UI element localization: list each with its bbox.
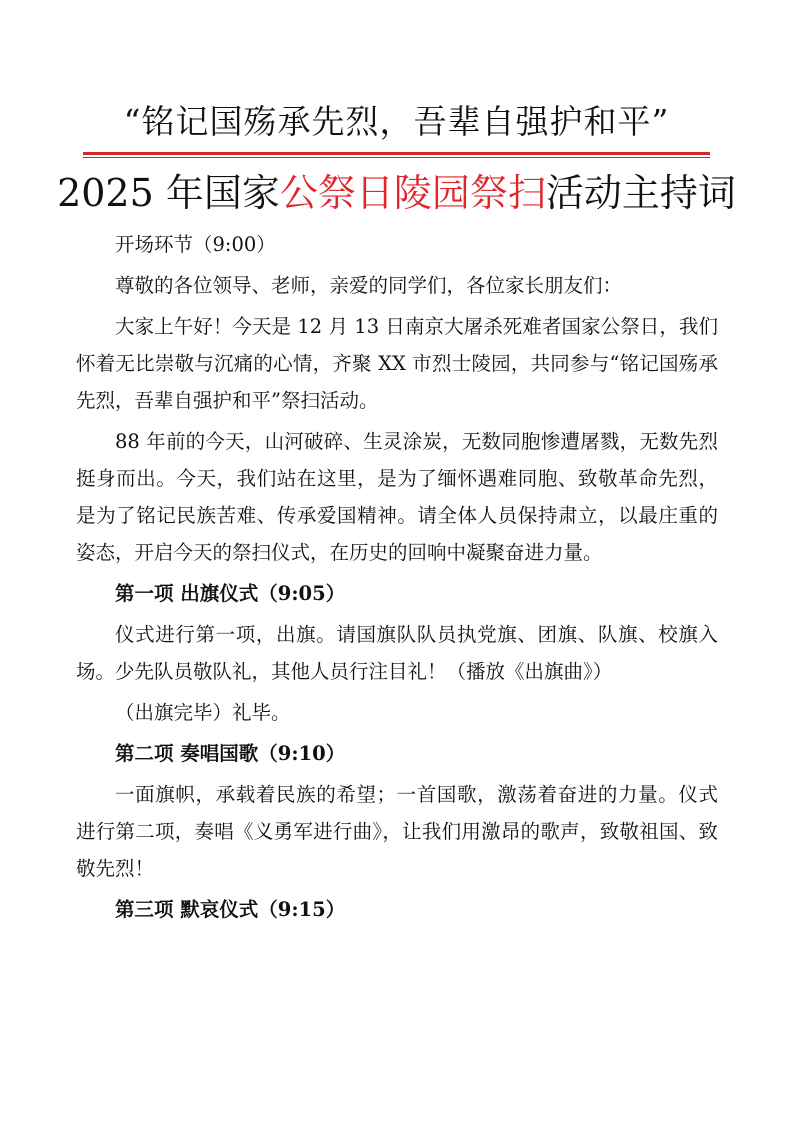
red-divider-thick — [83, 152, 710, 155]
document-title — [0, 167, 793, 219]
paragraph-anthem: 一面旗帜，承载着民族的希望；一首国歌，激荡着奋进的力量。仪式进行第二项，奏唱《义勇军进行曲》，让我们用激昂的歌声，致敬祖国、致敬先烈！ — [76, 783, 718, 880]
red-divider-thin — [83, 157, 710, 158]
section-heading-item3: 第三项 默哀仪式（9:15） — [115, 898, 346, 921]
paragraph-greeting: 尊敬的各位领导、老师，亲爱的同学们，各位家长朋友们： — [115, 274, 623, 297]
section-heading-item1: 第一项 出旗仪式（9:05） — [115, 582, 346, 605]
section-heading-opening: 开场环节（9:00） — [115, 233, 276, 256]
paragraph-history: 88 年前的今天，山河破碎、生灵涂炭，无数同胞惨遭屠戮，无数先烈挺身而出。今天，我们站在这里，是为了缅怀遇难同胞、致敬革命先烈，是为了铭记民族苦难、传承爱国精神。请全体人员保持肃立，以最庄重的姿态，开启今天的祭扫仪式，在历史的回响中凝聚奋进力量。 — [76, 430, 718, 564]
title-suffix: 活动主持词 — [545, 171, 736, 215]
section-heading-item2: 第二项 奏唱国歌（9:10） — [115, 742, 346, 765]
paragraph-intro: 大家上午好！今天是 12 月 13 日南京大屠杀死难者国家公祭日，我们怀着无比崇敬与沉痛的心情，齐聚 XX 市烈士陵园，共同参与“铭记国殇承先烈，吾辈自强护和平”祭扫活动。 — [76, 315, 718, 412]
paragraph-flag-done: （出旗完毕）礼毕。 — [115, 701, 291, 724]
title-highlight: 公祭日陵园祭扫 — [279, 171, 546, 215]
document-body — [76, 226, 718, 932]
paragraph-flag-entry: 仪式进行第一项，出旗。请国旗队队员执党旗、团旗、队旗、校旗入场。少先队员敬队礼，其他人员行注目礼！（播放《出旗曲》） — [76, 623, 718, 683]
title-prefix: 2025 年国家 — [57, 171, 280, 215]
slogan-heading: “铭记国殇承先烈，吾辈自强护和平” — [123, 102, 670, 141]
